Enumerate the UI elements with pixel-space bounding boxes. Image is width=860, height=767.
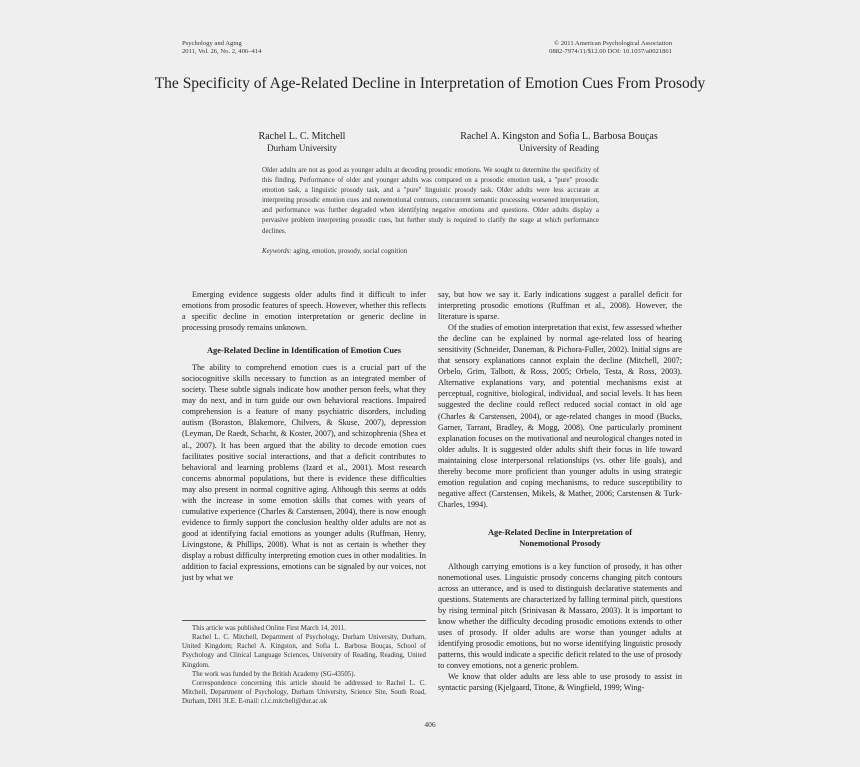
author-name: Rachel A. Kingston and Sofia L. Barbosa Bouças (460, 131, 658, 142)
intro-paragraph: Emerging evidence suggests older adults find it difficult to infer emotions from prosodic features of speech. However, whether this reflects a specific decline in emotion interpretation or generic decline in processing prosody remains unknown. (182, 290, 426, 333)
article-title: The Specificity of Age-Related Decline in Interpretation of Emotion Cues From Prosody (154, 75, 706, 92)
footnotes (182, 620, 426, 706)
author-affiliation: University of Reading (519, 142, 599, 153)
doi-line: 0882-7974/11/$12.00 DOI: 10.1037/a0021861 (549, 47, 672, 55)
keywords-text: aging, emotion, prosody, social cognition (291, 248, 408, 255)
footnote-affiliations: Rachel L. C. Mitchell, Department of Psychology, Durham University, Durham, United Kingdom; Rachel A. Kingston, and Sofia L. Barbosa Bouças, School of Psychology and Clinical Language Sciences, University of Reading, Reading, United Kingdom. (182, 634, 426, 669)
body-paragraph: The ability to comprehend emotion cues is a crucial part of the sociocognitive skills necessary to function as an integrated member of society. These subtle signals indicate how another person feels, what they may do next, and in turn guide our own behavioral reactions. Impaired comprehension is a feature of many psychiatric disorders, including autism (Boraston, Blakemore, Chilvers, & Skuse, 2007), depression (Leyman, De Raedt, Schacht, & Koster, 2007), and schizophrenia (Shea et al., 2007). It has been argued that the ability to decode emotion cues facilitates positive social interactions, and that a deficit contributes to behavioral and learning problems (Izard et al., 2001). Most research concerns abnormal populations, but there is evidence these difficulties may also present in normal cognitive aging. Although this seems at odds with the increase in some emotion skills that comes with years of cumulative experience (Charles & Carstensen, 2004), there is now enough evidence to firmly support the conclusion healthy older adults are not as good at identifying facial emotions as younger adults (Ruffman, Henry, Livingstone, & Phillips, 2008). What is not as certain is whether they display a robust difficulty interpreting emotion cues in other modalities. In addition to facial expressions, emotions can be signaled by our voices, not just by what we (182, 363, 426, 583)
footnote-online: This article was published Online First March 14, 2011. (192, 625, 346, 632)
author-block-2 (438, 131, 680, 154)
body-paragraph: Although carrying emotions is a key function of prosody, it has other nonemotional uses. Linguistic prosody concerns changing pitch contours across an utterance, and is used to distinguish declarative statements and questions. Statements are characterized by falling terminal pitch, questions by rising terminal pitch (Srinivasan & Massaro, 2003). It is important to know whether the difficulty decoding prosodic emotions extends to other uses of prosody. If older adults are worse than younger adults at identifying prosodic emotions, but no worse identifying linguistic prosody patterns, this would indicate a specific deficit related to the use of prosody to convey emotions, not a generic problem. (438, 561, 682, 671)
footnote-funding: The work was funded by the British Academy (SG-43505). (192, 670, 356, 678)
section-heading (438, 527, 682, 549)
footnote-correspondence: Correspondence concerning this article should be addressed to Rachel L. C. Mitchell, Department of Psychology, Durham University, Science Site, South Road, Durham, DH1 3LE. E-mail: r.l.c.mitchell@dur.ac.uk (182, 679, 426, 706)
journal-volume: 2011, Vol. 26, No. 2, 406–414 (182, 47, 262, 55)
running-header-left (182, 40, 261, 56)
author-block-1 (238, 131, 366, 154)
right-column (438, 289, 682, 694)
abstract: Older adults are not as good as younger adults at decoding prosodic emotions. We sought to determine the specificity of this finding. Performance of older and younger adults was compared on a prosodic emotion task, a "pure" prosodic emotion task, a linguistic prosody task, and a "pure" linguistic prosody task. Older adults were less accurate at interpreting prosodic emotion cues and nonemotional contours, concurrent semantic processing worsened interpretation, and performance was further degraded when identifying negative emotions and questions. Older adults display a pervasive problem interpreting prosodic cues, but further study is required to clarify the stage at which performance declines. (262, 167, 599, 235)
section-heading-line: Age-Related Decline in Interpretation of (487, 527, 633, 537)
keywords-label: Keywords: (262, 248, 292, 255)
running-header-right (549, 40, 672, 56)
section-heading-line: Nonemotional Prosody (519, 538, 601, 548)
copyright-line: © 2011 American Psychological Association (554, 40, 672, 47)
author-name: Rachel L. C. Mitchell (258, 131, 346, 142)
page-number: 406 (424, 720, 436, 729)
body-paragraph: Of the studies of emotion interpretation that exist, few assessed whether the decline can be explained by normal age-related loss of hearing sensitivity (Schneider, Daneman, & Pichora-Fuller, 2002). Initial signs are that sensory explanations cannot explain the decline (Mitchell, 2007; Orbelo, Grim, Talbott, & Ross, 2005; Orbelo, Testa, & Ross, 2003). Alternative explanations vary, and potential mechanisms exist at perceptual, cognitive, biological, individual, and social levels. It has been suggested the decline could reflect reduced social contact in old age (Charles & Carstensen, 2004), or age-related changes in mood (Bucks, Garner, Tarrant, Bradley, & Mogg, 2008). One particularly prominent explanation focuses on the motivational and neurological changes noted in older adults. It is suggested older adults shift their focus in life toward maintaining close interpersonal relationships (vs. other life goals), and thereby become more proficient than younger adults in using strategic emotion regulation and coping mechanisms, to reduce susceptibility to negative affect (Carstensen, Mikels, & Mather, 2006; Carstensen & Turk-Charles, 1994). (438, 323, 682, 509)
section-heading: Age-Related Decline in Identification of Emotion Cues (206, 346, 401, 356)
journal-name: Psychology and Aging (182, 40, 242, 47)
body-paragraph: We know that older adults are less able to use prosody to assist in syntactic parsing (Kjelgaard, Titone, & Wingfield, 1999; Wing- (438, 672, 682, 693)
author-affiliation: Durham University (267, 142, 337, 153)
keywords (262, 247, 602, 256)
body-paragraph: say, but how we say it. Early indications suggest a parallel deficit for interpreting prosodic emotions (Ruffman et al., 2008). However, the literature is sparse. (438, 290, 682, 322)
left-column (182, 289, 426, 583)
